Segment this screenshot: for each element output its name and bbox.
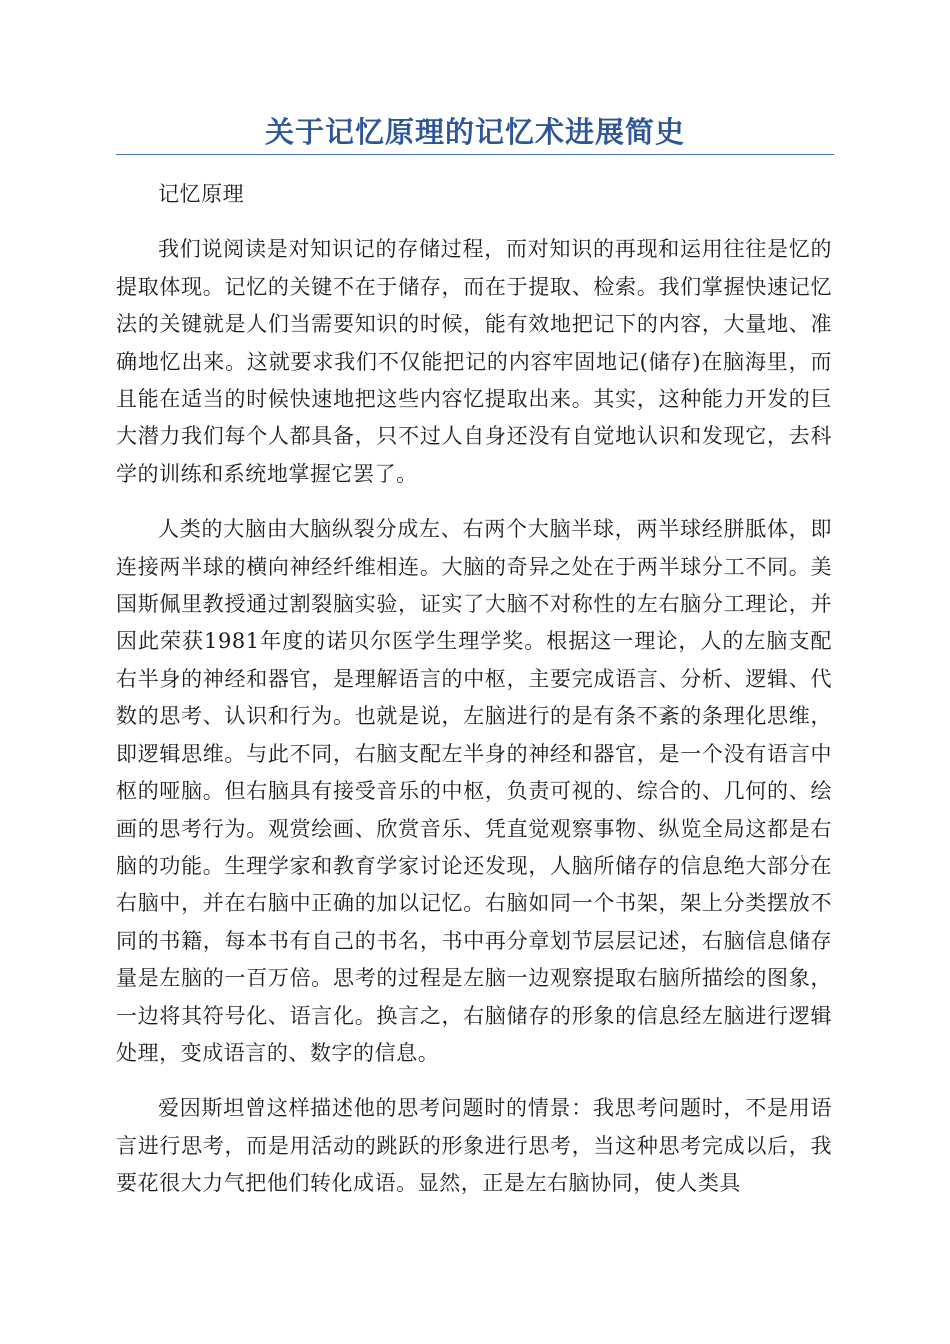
paragraph-3: 爱因斯坦曾这样描述他的思考问题时的情景：我思考问题时，不是用语言进行思考，而是用活动的跳跃的形象进行思考，当这种思考完成以后，我要花很大力气把他们转化成语。显然，正是左右脑协同，使人类具 — [116, 1096, 832, 1196]
title-underline — [116, 154, 834, 155]
document-body — [116, 176, 832, 1221]
section-heading: 记忆原理 — [158, 182, 245, 206]
paragraph-2: 人类的大脑由大脑纵裂分成左、右两个大脑半球，两半球经胼胝体，即连接两半球的横向神经纤维相连。大脑的奇异之处在于两半球分工不同。美国斯佩里教授通过割裂脑实验，证实了大脑不对称性的左右脑分工理论，并因此荣获1981年度的诺贝尔医学生理学奖。根据这一理论，人的左脑支配右半身的神经和器官，是理解语言的中枢，主要完成语言、分析、逻辑、代数的思考、认识和行为。也就是说，左脑进行的是有条不紊的条理化思维，即逻辑思维。与此不同，右脑支配左半身的神经和器官，是一个没有语言中枢的哑脑。但右脑具有接受音乐的中枢，负责可视的、综合的、几何的、绘画的思考行为。观赏绘画、欣赏音乐、凭直觉观察事物、纵览全局这都是右脑的功能。生理学家和教育学家讨论还发现，人脑所储存的信息绝大部分在右脑中，并在右脑中正确的加以记忆。右脑如同一个书架，架上分类摆放不同的书籍，每本书有自己的书名，书中再分章划节层层记述，右脑信息储存量是左脑的一百万倍。思考的过程是左脑一边观察提取右脑所描绘的图象，一边将其符号化、语言化。换言之，右脑储存的形象的信息经左脑进行逻辑处理，变成语言的、数字的信息。 — [116, 517, 832, 1065]
document-title: 关于记忆原理的记忆术进展简史 — [264, 115, 685, 149]
paragraph-1: 我们说阅读是对知识记的存储过程，而对知识的再现和运用往往是忆的提取体现。记忆的关键不在于储存，而在于提取、检索。我们掌握快速记忆法的关键就是人们当需要知识的时候，能有效地把记下的内容，大量地、准确地忆出来。这就要求我们不仅能把记的内容牢固地记(储存)在脑海里，而且能在适当的时候快速地把这些内容忆提取出来。其实，这种能力开发的巨大潜力我们每个人都具备，只不过人自身还没有自觉地认识和发现它，去科学的训练和系统地掌握它罢了。 — [116, 237, 832, 486]
